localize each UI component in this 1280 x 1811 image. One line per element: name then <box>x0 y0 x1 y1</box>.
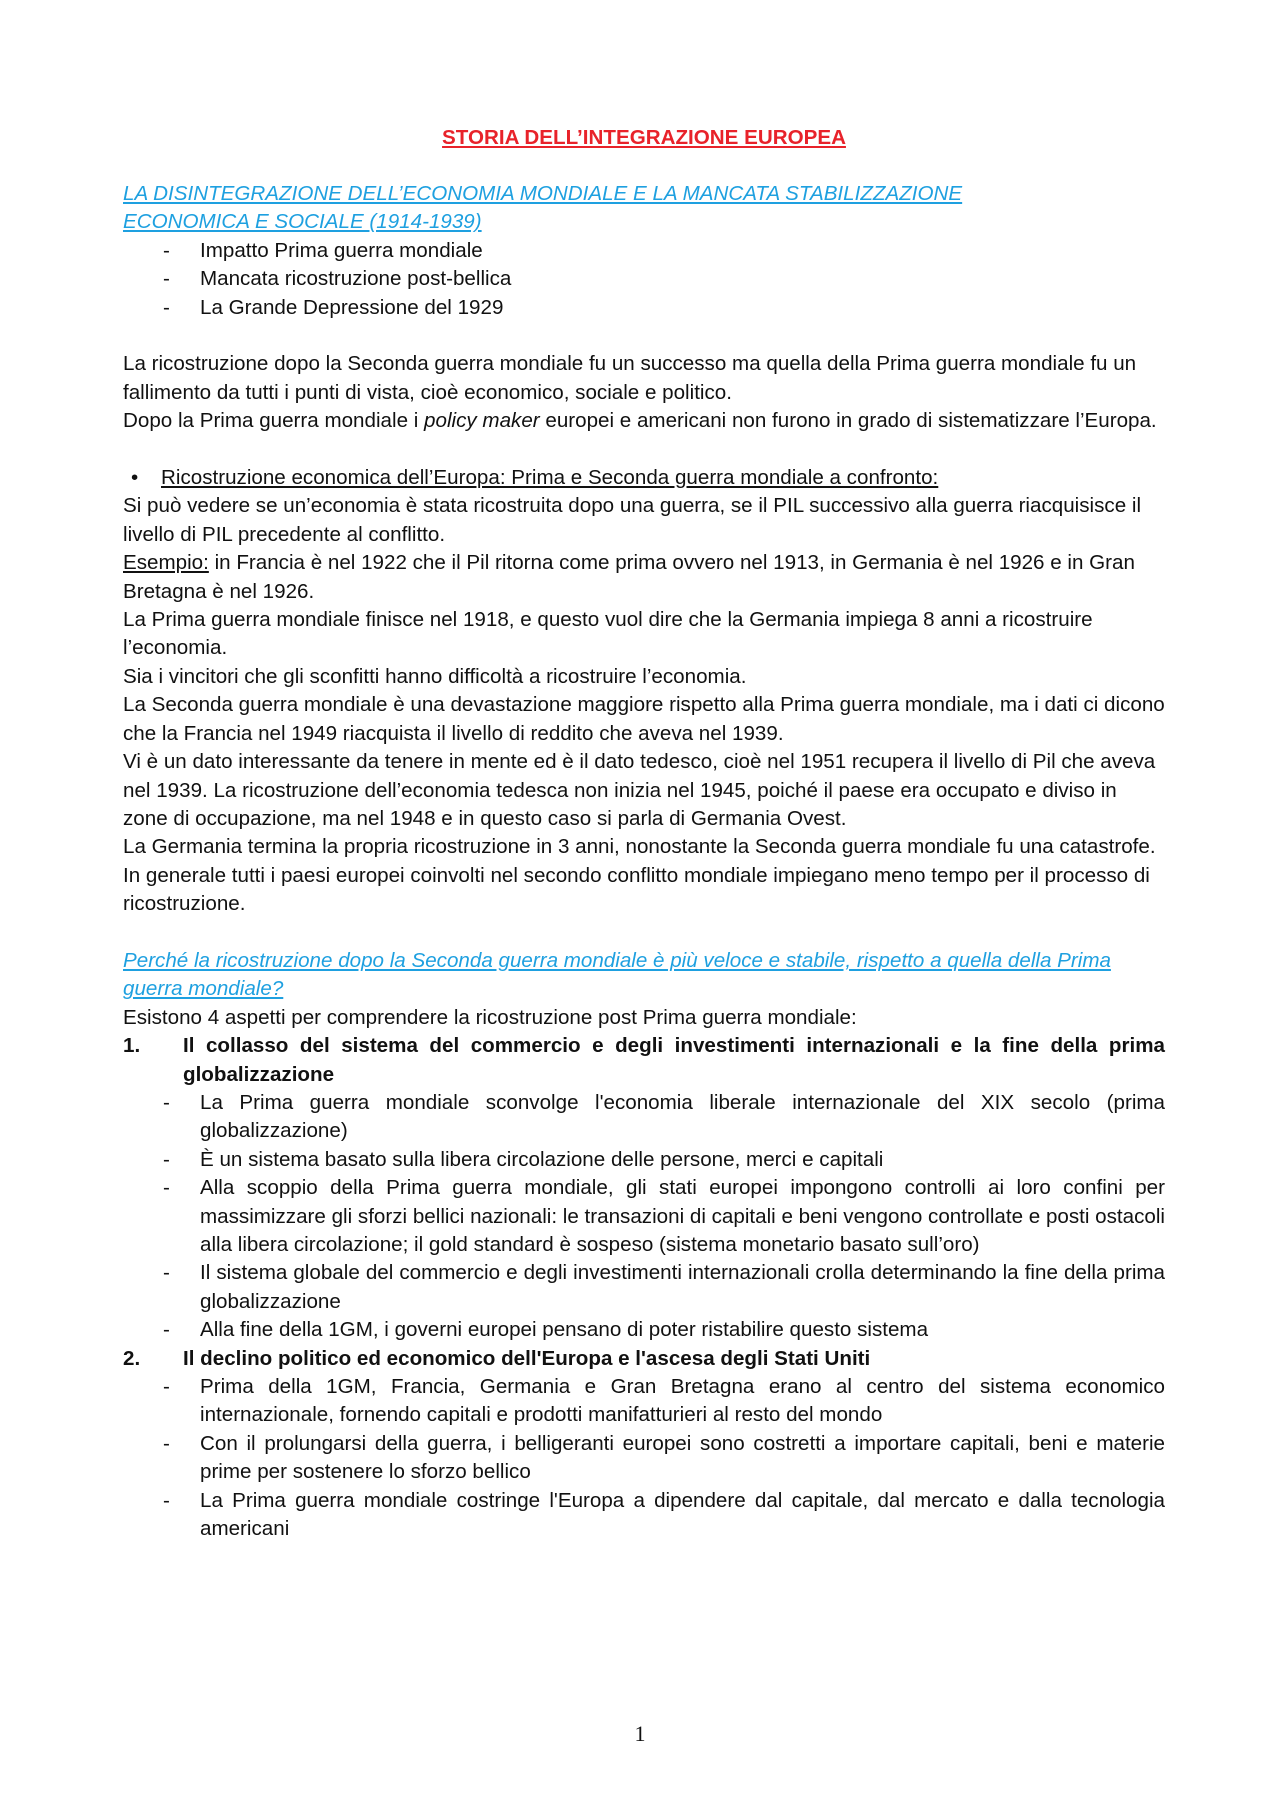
paragraph: La Germania termina la propria ricostruzione in 3 anni, nonostante la Seconda guerra mondiale fu una catastrofe. <box>123 835 1156 859</box>
list-item: - È un sistema basato sulla libera circolazione delle persone, merci e capitali <box>123 1146 1165 1174</box>
list-item: - La Prima guerra mondiale sconvolge l'economia liberale internazionale del XIX secolo (prima globalizzazione) <box>123 1089 1165 1146</box>
point-number: 1. <box>123 1034 141 1058</box>
point1-list <box>123 1089 1165 1345</box>
list-item: - Prima della 1GM, Francia, Germania e Gran Bretagna erano al centro del sistema economico internazionale, fornendo capitali e prodotti manifatturieri al resto del mondo <box>123 1373 1165 1430</box>
text-span: Dopo la Prima guerra mondiale i <box>123 409 425 433</box>
paragraph-gdp: Si può vedere se un’economia è stata ricostruita dopo una guerra, se il PIL successivo alla guerra riacquisisce il livello di PIL precedente al conflitto. <box>123 494 1142 546</box>
paragraph: Sia i vincitori che gli sconfitti hanno difficoltà a ricostruire l’economia. <box>123 664 747 688</box>
paragraph: Vi è un dato interessante da tenere in mente ed è il dato tedesco, cioè nel 1951 recupera il livello di Pil che aveva nel 1939. La ricostruzione dell’economia tedesca non inizia nel 1945, poiché il paese era occupato e diviso in zone di occupazione, ma nel 1948 e in questo caso si parla di Germania Ovest. <box>123 750 1156 830</box>
page-content <box>123 124 1165 1543</box>
point-number: 2. <box>123 1346 141 1370</box>
page-number: 1 <box>634 1721 646 1746</box>
paragraph-intro: La ricostruzione dopo la Seconda guerra mondiale fu un successo ma quella della Prima guerra mondiale fu un fallimento da tutti i punti di vista, cioè economico, sociale e politico. <box>123 352 1137 404</box>
paragraph: La Prima guerra mondiale finisce nel 1918, e questo vuol dire che la Germania impiega 8 anni a ricostruire l’economia. <box>123 608 1093 660</box>
list-item: - Mancata ricostruzione post-bellica <box>123 265 1165 293</box>
document-title: STORIA DELL’INTEGRAZIONE EUROPEA <box>442 126 846 149</box>
list-item: - Il sistema globale del commercio e degli investimenti internazionali crolla determinando la fine della prima globalizzazione <box>123 1259 1165 1316</box>
bullet-heading <box>123 464 1165 492</box>
section1-list <box>123 237 1165 322</box>
example-text: in Francia è nel 1922 che il Pil ritorna come prima ovvero nel 1913, in Germania è nel 1926 e in Gran Bretagna è nel 1926. <box>123 551 1135 603</box>
list-item: - Alla scoppio della Prima guerra mondiale, gli stati europei impongono controlli ai loro confini per massimizzare gli sforzi bellici nazionali: le transazioni di capitali e beni vengono controllate e posti ostacoli alla libera circolazione; il gold standard è sospeso (sistema monetario basato sull’oro) <box>123 1174 1165 1259</box>
section2-intro: Esistono 4 aspetti per comprendere la ricostruzione post Prima guerra mondiale: <box>123 1005 857 1029</box>
list-item: - Impatto Prima guerra mondiale <box>123 237 1165 265</box>
point-title: Il collasso del sistema del commercio e degli investimenti internazionali e la fine della prima globalizzazione <box>183 1034 1165 1086</box>
section-heading-2: Perché la ricostruzione dopo la Seconda guerra mondiale è più veloce e stabile, rispetto a quella della Prima guerra mondiale? <box>123 948 1111 1001</box>
spacer <box>123 322 1165 350</box>
paragraph-example <box>123 549 1165 606</box>
italic-term: policy maker <box>424 409 540 433</box>
paragraph: In generale tutti i paesi europei coinvolti nel secondo conflitto mondiale impiegano meno tempo per il processo di ricostruzione. <box>123 863 1150 916</box>
list-item: - La Grande Depressione del 1929 <box>123 294 1165 322</box>
numbered-point-1 <box>123 1032 1165 1089</box>
point-title: Il declino politico ed economico dell'Europa e l'ascesa degli Stati Uniti <box>183 1346 871 1370</box>
section-heading-1-line2: ECONOMICA E SOCIALE (1914-1939) <box>123 210 482 234</box>
bullet-heading-text: Ricostruzione economica dell’Europa: Prima e Seconda guerra mondiale a confronto: <box>161 466 939 490</box>
spacer <box>123 436 1165 464</box>
list-item: - Con il prolungarsi della guerra, i belligeranti europei sono costretti a importare capitali, beni e materie prime per sostenere lo sforzo bellico <box>123 1430 1165 1487</box>
paragraph: La Seconda guerra mondiale è una devastazione maggiore rispetto alla Prima guerra mondiale, ma i dati ci dicono che la Francia nel 1949 riacquista il livello di reddito che aveva nel 1939. <box>123 693 1165 745</box>
bullet-icon: • <box>131 466 139 490</box>
section-heading-1-line1: LA DISINTEGRAZIONE DELL’ECONOMIA MONDIALE E LA MANCATA STABILIZZAZIONE <box>123 182 963 205</box>
paragraph-policy <box>123 407 1165 435</box>
point2-list <box>123 1373 1165 1543</box>
numbered-point-2 <box>123 1345 1165 1373</box>
spacer <box>123 919 1165 947</box>
section-heading-1 <box>123 180 1165 237</box>
list-item: - La Prima guerra mondiale costringe l'Europa a dipendere dal capitale, dal mercato e dalla tecnologia americani <box>123 1487 1165 1544</box>
list-item: - Alla fine della 1GM, i governi europei pensano di poter ristabilire questo sistema <box>123 1316 1165 1344</box>
text-span: europei e americani non furono in grado di sistematizzare l’Europa. <box>539 409 1157 433</box>
example-label: Esempio: <box>123 551 209 575</box>
